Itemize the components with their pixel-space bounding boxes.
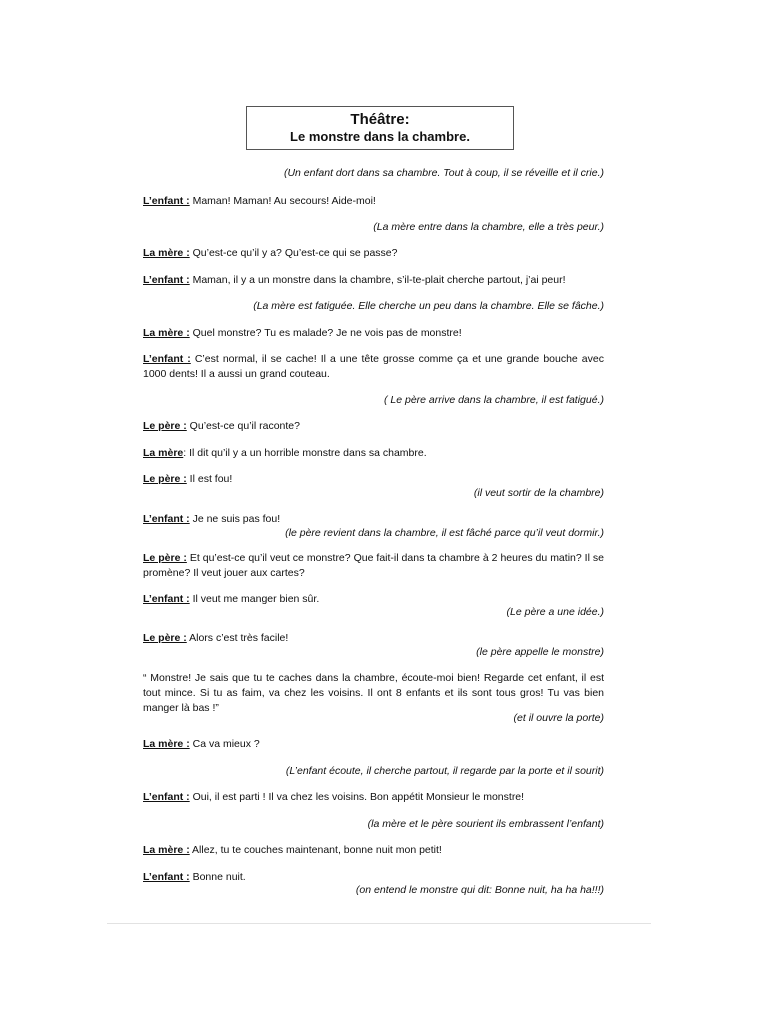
- dialogue-text: : Il dit qu’il y a un horrible monstre dans sa chambre.: [183, 447, 427, 459]
- dialogue-line: [143, 446, 427, 461]
- stage-direction: (il veut sortir de la chambre): [473, 487, 604, 499]
- speaker-name: L’enfant :: [143, 871, 190, 883]
- dialogue-line: [143, 843, 442, 858]
- dialogue-text: Il est fou!: [186, 473, 233, 485]
- stage-direction: (on entend le monstre qui dit: Bonne nuit, ha ha ha!!!): [355, 884, 604, 896]
- dialogue-text: Oui, il est parti ! Il va chez les voisins. Bon appétit Monsieur le monstre!: [189, 791, 525, 803]
- dialogue-text: Qu’est-ce qu’il y a? Qu’est-ce qui se passe?: [189, 247, 398, 259]
- dialogue-text: Ca va mieux ?: [189, 738, 260, 750]
- speaker-name: L’enfant :: [143, 593, 190, 605]
- dialogue-line: [143, 352, 604, 382]
- dialogue-line: [143, 790, 524, 805]
- dialogue-text: Quel monstre? Tu es malade? Je ne vois pas de monstre!: [189, 327, 462, 339]
- dialogue-text: Bonne nuit.: [189, 871, 246, 883]
- speaker-name: L’enfant :: [143, 791, 190, 803]
- title-line-1: Théâtre:: [350, 111, 410, 128]
- stage-direction: (La mère est fatiguée. Elle cherche un peu dans la chambre. Elle se fâche.): [253, 300, 604, 312]
- stage-direction: (la mère et le père sourient ils embrassent l’enfant): [367, 818, 604, 830]
- dialogue-text: Il veut me manger bien sûr.: [189, 593, 320, 605]
- dialogue-line: [143, 631, 288, 646]
- dialogue-line: [143, 246, 397, 261]
- stage-direction: (le père revient dans la chambre, il est fâché parce qu’il veut dormir.): [285, 527, 604, 539]
- speaker-name: Le père :: [143, 473, 187, 485]
- stage-direction: (Le père a une idée.): [506, 606, 604, 618]
- speaker-name: La mère :: [143, 738, 190, 750]
- dialogue-line: [143, 419, 300, 434]
- speaker-name: L’enfant :: [143, 274, 190, 286]
- dialogue-line: [143, 551, 604, 581]
- dialogue-text: Je ne suis pas fou!: [189, 513, 281, 525]
- dialogue-text: Alors c’est très facile!: [186, 632, 289, 644]
- stage-direction: (L’enfant écoute, il cherche partout, il regarde par la porte et il sourit): [285, 765, 604, 777]
- dialogue-text: C’est normal, il se cache! Il a une tête grosse comme ça et une grande bouche avec 1000 dents! Il a aussi un grand couteau.: [143, 353, 604, 380]
- dialogue-line: [143, 273, 566, 288]
- stage-direction: ( Le père arrive dans la chambre, il est fatigué.): [383, 394, 604, 406]
- speaker-name: L’enfant :: [143, 513, 190, 525]
- dialogue-line: [143, 512, 280, 527]
- dialogue-text: Maman! Maman! Au secours! Aide-moi!: [189, 195, 376, 207]
- speaker-name: Le père :: [143, 420, 187, 432]
- speaker-name: Le père :: [143, 632, 187, 644]
- title-box: [246, 106, 514, 150]
- stage-direction: (Un enfant dort dans sa chambre. Tout à coup, il se réveille et il crie.): [283, 167, 604, 179]
- speaker-name: La mère :: [143, 247, 190, 259]
- dialogue-line: [143, 592, 319, 607]
- dialogue-text: Allez, tu te couches maintenant, bonne nuit mon petit!: [189, 844, 442, 856]
- dialogue-text: “ Monstre! Je sais que tu te caches dans la chambre, écoute-moi bien! Regarde cet enfant, il est tout mince. Si tu as faim, va chez les voisins. Il ont 8 enfants et ils sont tous gros! Tu vas bien manger là bas !”: [143, 672, 604, 714]
- dialogue-text: Et qu’est-ce qu’il veut ce monstre? Que fait-il dans ta chambre à 2 heures du matin? Il se promène? Il veut jouer aux cartes?: [143, 552, 604, 579]
- stage-direction: (et il ouvre la porte): [513, 712, 604, 724]
- stage-direction: (La mère entre dans la chambre, elle a très peur.): [373, 221, 604, 233]
- speaker-name: La mère :: [143, 844, 190, 856]
- monster-speech: [143, 671, 604, 716]
- dialogue-line: [143, 472, 232, 487]
- dialogue-line: [143, 326, 462, 341]
- dialogue-line: [143, 870, 246, 885]
- speaker-name: L’enfant :: [143, 353, 191, 365]
- speaker-name: La mère: [143, 447, 184, 459]
- speaker-name: La mère :: [143, 327, 190, 339]
- title-line-2: Le monstre dans la chambre.: [290, 129, 470, 144]
- speaker-name: Le père :: [143, 552, 187, 564]
- dialogue-text: Maman, il y a un monstre dans la chambre, s’il-te-plait cherche partout, j’ai peur!: [189, 274, 566, 286]
- dialogue-line: [143, 737, 260, 752]
- dialogue-line: [143, 194, 376, 209]
- dialogue-text: Qu’est-ce qu’il raconte?: [186, 420, 300, 432]
- page-divider: [107, 923, 651, 924]
- speaker-name: L’enfant :: [143, 195, 190, 207]
- stage-direction: (le père appelle le monstre): [476, 646, 604, 658]
